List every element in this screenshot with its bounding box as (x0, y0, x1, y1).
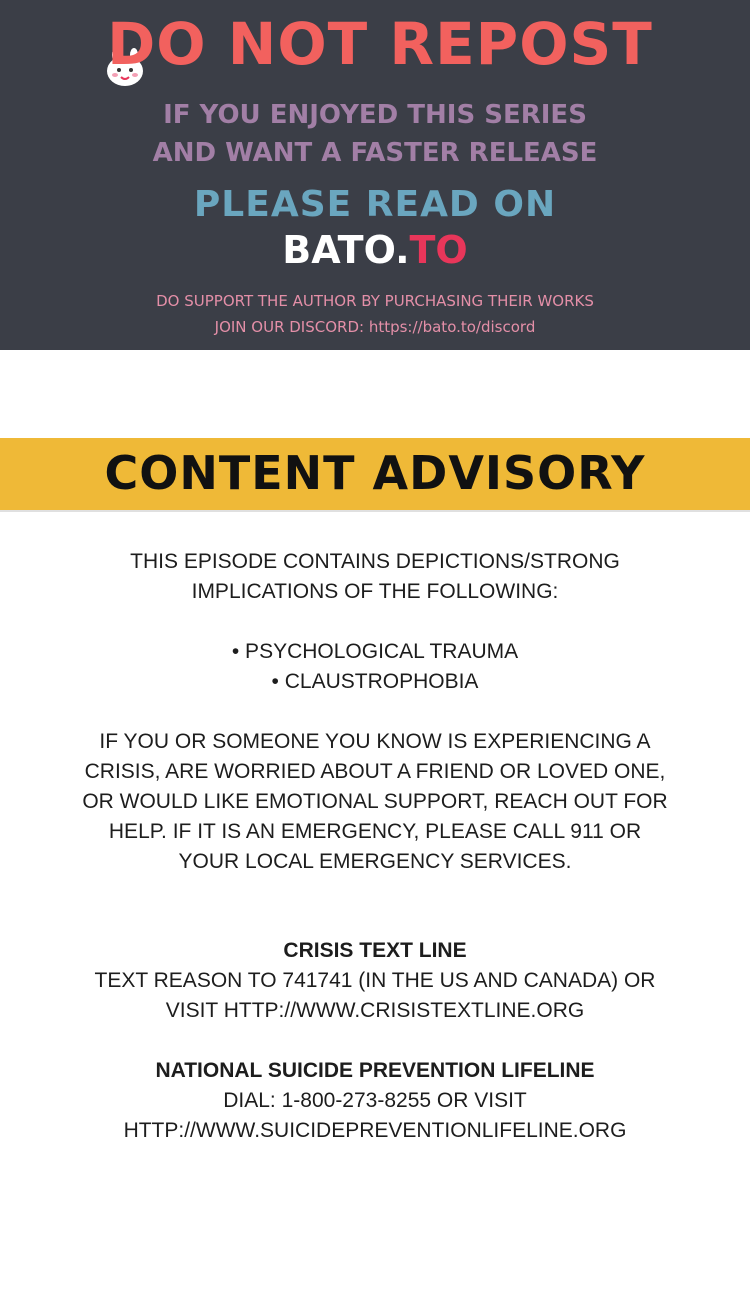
site-name-tld: TO (409, 228, 468, 272)
suicide-lifeline-link[interactable]: HTTP://WWW.SUICIDEPREVENTIONLIFELINE.ORG (123, 1119, 627, 1142)
repost-banner (0, 0, 750, 350)
suicide-lifeline-block (60, 1056, 690, 1146)
crisis-text-line-title: CRISIS TEXT LINE (283, 939, 467, 962)
site-name-main: BATO. (282, 228, 410, 272)
promo-line: IF YOU ENJOYED THIS SERIES (163, 100, 587, 130)
intro-line: THIS EPISODE CONTAINS DEPICTIONS/STRONG (130, 550, 620, 573)
help-line: YOUR LOCAL EMERGENCY SERVICES. (178, 850, 572, 873)
help-line: CRISIS, ARE WORRIED ABOUT A FRIEND OR LOVED ONE, (84, 760, 666, 783)
advisory-intro (60, 547, 690, 607)
advisory-items (60, 637, 690, 697)
support-line: DO SUPPORT THE AUTHOR BY PURCHASING THEIR WORKS (156, 292, 594, 310)
do-not-repost-title: DO NOT REPOST (107, 10, 653, 78)
crisis-text-line-info: TEXT REASON TO 741741 (IN THE US AND CANADA) OR (94, 969, 656, 992)
read-on-text: PLEASE READ ON (193, 184, 557, 225)
content-advisory-header (0, 438, 750, 512)
suicide-lifeline-phone[interactable]: DIAL: 1-800-273-8255 OR VISIT (223, 1089, 527, 1112)
list-item: • CLAUSTROPHOBIA (271, 670, 479, 693)
discord-link[interactable]: JOIN OUR DISCORD: https://bato.to/discord (214, 318, 536, 336)
promo-line: AND WANT A FASTER RELEASE (152, 138, 598, 168)
site-name[interactable] (0, 228, 750, 272)
crisis-text-line-block (60, 936, 690, 1026)
help-line: HELP. IF IT IS AN EMERGENCY, PLEASE CALL 911 OR (108, 820, 642, 843)
help-paragraph (60, 727, 690, 877)
help-line: OR WOULD LIKE EMOTIONAL SUPPORT, REACH OUT FOR (82, 790, 668, 813)
suicide-lifeline-title: NATIONAL SUICIDE PREVENTION LIFELINE (155, 1059, 595, 1082)
content-advisory-title: CONTENT ADVISORY (104, 446, 646, 500)
support-text (0, 288, 750, 340)
crisis-text-line-link[interactable]: VISIT HTTP://WWW.CRISISTEXTLINE.ORG (165, 999, 585, 1022)
intro-line: IMPLICATIONS OF THE FOLLOWING: (191, 580, 559, 603)
list-item: • PSYCHOLOGICAL TRAUMA (231, 640, 519, 663)
help-line: IF YOU OR SOMEONE YOU KNOW IS EXPERIENCING A (99, 730, 651, 753)
promo-text (0, 96, 750, 172)
